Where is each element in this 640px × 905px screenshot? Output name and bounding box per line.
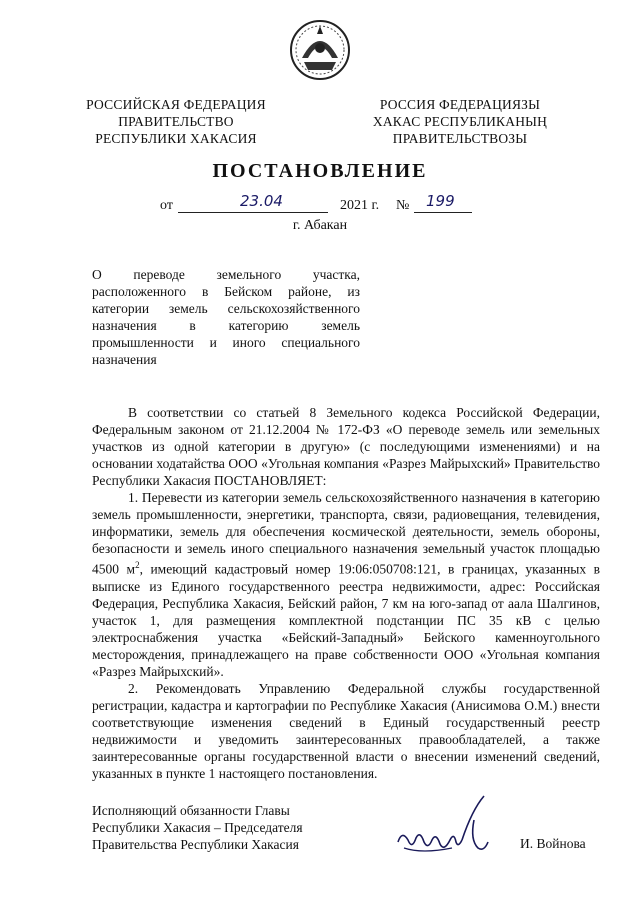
signatory-line: Исполняющий обязанности Главы (92, 803, 290, 818)
handwritten-signature (392, 790, 492, 870)
header-right (360, 96, 560, 147)
year-label: 2021 г. (340, 198, 380, 213)
resolution-body (92, 404, 600, 782)
item-2-paragraph: 2. Рекомендовать Управлению Федеральной службы государственной регистрации, кадастра и картографии по Республике Хакасия (Анисимова О.М.) внести соответствующие изменения сведений в Единый государственный реестр недвижимости и уведомить заинтересованных правообладателей, а также заинтересованные органы государственной власти о внесении изменений сведений, указанных в пункте 1 настоящего постановления. (92, 680, 600, 781)
signatory-line: Республики Хакасия – Председателя (92, 820, 303, 835)
city-line: г. Абакан (292, 218, 348, 233)
item-1-paragraph (92, 489, 600, 680)
preamble-paragraph: В соответствии со статьей 8 Земельного кодекса Российской Федерации, Федеральным законом от 21.12.2004 № 172-ФЗ «О переводе земель или земельных участков из одной категории в другую» (с последующими изменениями) и на основании ходатайства ООО «Угольная компания «Разрез Майрыхский» Правительство Республики Хакасия ПОСТАНОВЛЯЕТ: (92, 405, 600, 488)
number-sign: № (396, 198, 410, 213)
subject-line: категории земель сельскохозяйственного (92, 301, 360, 316)
date-handwritten: 23.04 (240, 192, 283, 210)
subject-line: промышленности и иного специального (92, 335, 360, 350)
document-title: ПОСТАНОВЛЕНИЕ (212, 160, 428, 182)
signatory-position (92, 802, 303, 853)
subject-block (92, 266, 360, 368)
date-prefix: от (160, 198, 173, 213)
header-left-line: ПРАВИТЕЛЬСТВО (118, 114, 234, 129)
subject-line: О переводе земельного участка, (92, 267, 360, 282)
signatory-name: И. Войнова (520, 836, 586, 851)
subject-line: назначения (92, 352, 157, 367)
header-left (78, 96, 274, 147)
header-right-line: ХАКАС РЕСПУБЛИКАНЫҢ (372, 114, 548, 129)
subject-line: расположенного в Бейском районе, из (92, 284, 360, 299)
area-unit-superscript: 2 (135, 560, 140, 570)
header-left-line: РОССИЙСКАЯ ФЕДЕРАЦИЯ (86, 97, 266, 112)
signatory-line: Правительства Республики Хакасия (92, 837, 299, 852)
header-left-line: РЕСПУБЛИКИ ХАКАСИЯ (95, 131, 257, 146)
item-1-text-b: , имеющий кадастровый номер 19:06:050708:121, в границах, указанных в выписке из Единого государственного реестра недвижимости, адрес: Российская Федерация, Республика Хакасия, Бейский район, 7 км на юго-запад от аала Шалгинов, участок 1, для размещения комплектной подстанции ПС 35 кВ с целью электроснабжения участка «Бейский-Западный» Бейского каменноугольного месторождения, принадлежащего на праве собственности ООО «Угольная компания «Разрез Майрыхский». (92, 561, 601, 679)
header-right-line: РОССИЯ ФЕДЕРАЦИЯЗЫ (379, 97, 541, 112)
header-right-line: ПРАВИТЕЛЬСТВОЗЫ (392, 131, 528, 146)
subject-line: назначения в категорию земель (92, 318, 360, 333)
item-1-text-a: 1. Перевести из категории земель сельскохозяйственного назначения в категорию земель промышленности, энергетики, транспорта, связи, радиовещания, телевидения, информатики, земель для обеспечения космической деятельности, земель обороны, безопасности и земель иного специального назначения земельный участок площадью 4500 м (92, 490, 600, 577)
number-handwritten: 199 (426, 192, 455, 210)
date-number-line (160, 192, 480, 218)
coat-of-arms-emblem (288, 18, 352, 82)
